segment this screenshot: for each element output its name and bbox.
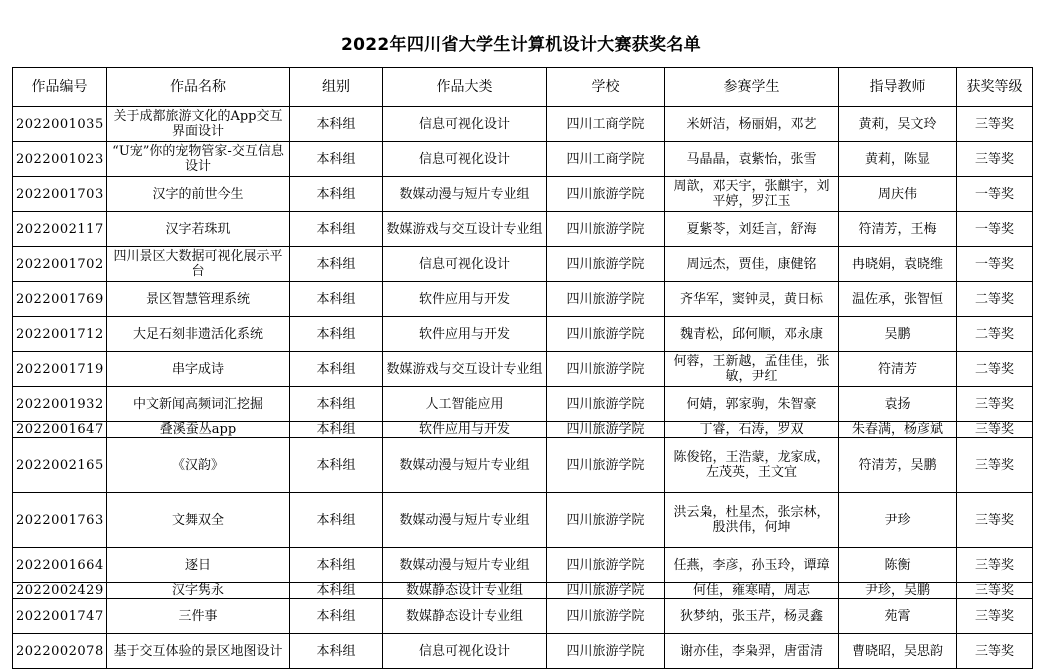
cell-school: 四川旅游学院 (547, 583, 665, 599)
table-row (13, 583, 1033, 599)
cell-category: 软件应用与开发 (383, 422, 547, 438)
cell-category: 数媒动漫与短片专业组 (383, 493, 547, 548)
cell-category: 数媒动漫与短片专业组 (383, 438, 547, 493)
table-row (13, 107, 1033, 142)
table-row (13, 282, 1033, 317)
cell-students: 马晶晶，袁紫怡，张雪 (665, 142, 839, 177)
cell-students: 夏紫苓，刘廷言，舒海 (665, 212, 839, 247)
cell-school: 四川旅游学院 (547, 422, 665, 438)
cell-teachers: 温佐承，张智恒 (839, 282, 957, 317)
cell-name: 文舞双全 (107, 493, 290, 548)
cell-name: 汉字若珠玑 (107, 212, 290, 247)
cell-award: 三等奖 (957, 142, 1033, 177)
table-row (13, 387, 1033, 422)
cell-group: 本科组 (290, 548, 383, 583)
cell-group: 本科组 (290, 107, 383, 142)
col-header-school: 学校 (547, 68, 665, 107)
cell-id: 2022001035 (13, 107, 107, 142)
cell-category: 数媒静态设计专业组 (383, 599, 547, 634)
cell-students: 魏青松，邱何顺，邓永康 (665, 317, 839, 352)
cell-award: 三等奖 (957, 438, 1033, 493)
cell-name: 基于交互体验的景区地图设计 (107, 634, 290, 669)
cell-teachers: 尹珍，吴鹏 (839, 583, 957, 599)
cell-award: 三等奖 (957, 493, 1033, 548)
cell-award: 一等奖 (957, 177, 1033, 212)
cell-name: 汉字的前世今生 (107, 177, 290, 212)
cell-category: 数媒动漫与短片专业组 (383, 177, 547, 212)
table-row (13, 177, 1033, 212)
cell-group: 本科组 (290, 212, 383, 247)
cell-id: 2022001763 (13, 493, 107, 548)
table-row (13, 422, 1033, 438)
cell-teachers: 苑霄 (839, 599, 957, 634)
table-row (13, 352, 1033, 387)
cell-students: 周远杰，贾佳，康健铭 (665, 247, 839, 282)
cell-teachers: 周庆伟 (839, 177, 957, 212)
cell-category: 数媒游戏与交互设计专业组 (383, 352, 547, 387)
cell-group: 本科组 (290, 422, 383, 438)
cell-id: 2022001932 (13, 387, 107, 422)
cell-students: 何婧，郭家驹，朱智豪 (665, 387, 839, 422)
cell-school: 四川旅游学院 (547, 177, 665, 212)
cell-teachers: 朱春满，杨彦斌 (839, 422, 957, 438)
cell-category: 人工智能应用 (383, 387, 547, 422)
cell-students: 狄梦纳，张玉芹，杨灵鑫 (665, 599, 839, 634)
cell-teachers: 吴鹏 (839, 317, 957, 352)
cell-teachers: 曹晓昭，吴思韵 (839, 634, 957, 669)
cell-award: 三等奖 (957, 583, 1033, 599)
cell-id: 2022002165 (13, 438, 107, 493)
cell-school: 四川旅游学院 (547, 212, 665, 247)
cell-students: 齐华军，窦钟灵，黄日标 (665, 282, 839, 317)
cell-category: 软件应用与开发 (383, 282, 547, 317)
cell-id: 2022002429 (13, 583, 107, 599)
cell-group: 本科组 (290, 599, 383, 634)
cell-students: 丁睿，石涛，罗双 (665, 422, 839, 438)
cell-id: 2022001747 (13, 599, 107, 634)
cell-students: 任燕，李彦，孙玉玲，谭璋 (665, 548, 839, 583)
table-row (13, 142, 1033, 177)
page-title: 2022年四川省大学生计算机设计大赛获奖名单 (341, 35, 701, 55)
cell-name: 《汉韵》 (107, 438, 290, 493)
table-row (13, 247, 1033, 282)
cell-category: 软件应用与开发 (383, 317, 547, 352)
cell-group: 本科组 (290, 282, 383, 317)
cell-name: “U宠”你的宠物管家-交互信息设计 (107, 142, 290, 177)
cell-group: 本科组 (290, 247, 383, 282)
cell-teachers: 黄莉，陈显 (839, 142, 957, 177)
table-row (13, 438, 1033, 493)
cell-name: 关于成都旅游文化的App交互界面设计 (107, 107, 290, 142)
cell-award: 二等奖 (957, 282, 1033, 317)
col-header-teachers: 指导教师 (839, 68, 957, 107)
cell-category: 信息可视化设计 (383, 142, 547, 177)
col-header-students: 参赛学生 (665, 68, 839, 107)
cell-school: 四川旅游学院 (547, 634, 665, 669)
cell-award: 三等奖 (957, 107, 1033, 142)
cell-teachers: 尹珍 (839, 493, 957, 548)
table-row (13, 599, 1033, 634)
cell-group: 本科组 (290, 142, 383, 177)
cell-teachers: 袁扬 (839, 387, 957, 422)
col-header-award: 获奖等级 (957, 68, 1033, 107)
header-row (13, 68, 1033, 107)
cell-teachers: 黄莉，吴文玲 (839, 107, 957, 142)
cell-group: 本科组 (290, 634, 383, 669)
cell-award: 一等奖 (957, 212, 1033, 247)
cell-students: 陈俊铭，王浩蒙，龙家成，左茂英，王文宜 (665, 438, 839, 493)
cell-group: 本科组 (290, 387, 383, 422)
col-header-id: 作品编号 (13, 68, 107, 107)
cell-id: 2022002078 (13, 634, 107, 669)
cell-students: 谢亦佳，李枭羿，唐雷清 (665, 634, 839, 669)
cell-students: 周歆，邓天宇，张麒宇，刘平婷，罗江玉 (665, 177, 839, 212)
cell-school: 四川旅游学院 (547, 317, 665, 352)
cell-name: 中文新闻高频词汇挖掘 (107, 387, 290, 422)
cell-students: 何蓉，王新越，孟佳佳，张敏，尹红 (665, 352, 839, 387)
cell-category: 信息可视化设计 (383, 634, 547, 669)
cell-id: 2022001769 (13, 282, 107, 317)
cell-category: 数媒动漫与短片专业组 (383, 548, 547, 583)
cell-school: 四川工商学院 (547, 142, 665, 177)
cell-award: 二等奖 (957, 352, 1033, 387)
cell-group: 本科组 (290, 352, 383, 387)
cell-award: 三等奖 (957, 599, 1033, 634)
cell-school: 四川旅游学院 (547, 599, 665, 634)
cell-name: 叠溪蚕丛app (107, 422, 290, 438)
cell-school: 四川旅游学院 (547, 247, 665, 282)
cell-id: 2022001647 (13, 422, 107, 438)
cell-category: 数媒游戏与交互设计专业组 (383, 212, 547, 247)
cell-id: 2022001712 (13, 317, 107, 352)
cell-category: 信息可视化设计 (383, 247, 547, 282)
cell-school: 四川旅游学院 (547, 387, 665, 422)
cell-name: 串字成诗 (107, 352, 290, 387)
cell-teachers: 符清芳 (839, 352, 957, 387)
cell-award: 三等奖 (957, 422, 1033, 438)
cell-school: 四川工商学院 (547, 107, 665, 142)
cell-award: 三等奖 (957, 548, 1033, 583)
table-row (13, 493, 1033, 548)
cell-group: 本科组 (290, 177, 383, 212)
cell-name: 逐日 (107, 548, 290, 583)
cell-group: 本科组 (290, 317, 383, 352)
cell-id: 2022001702 (13, 247, 107, 282)
cell-category: 信息可视化设计 (383, 107, 547, 142)
cell-students: 洪云枭，杜星杰，张宗林，殷洪伟，何坤 (665, 493, 839, 548)
cell-name: 四川景区大数据可视化展示平台 (107, 247, 290, 282)
cell-teachers: 符清芳，王梅 (839, 212, 957, 247)
cell-category: 数媒静态设计专业组 (383, 583, 547, 599)
cell-name: 汉字隽永 (107, 583, 290, 599)
cell-students: 何佳，雍寒晴，周志 (665, 583, 839, 599)
cell-group: 本科组 (290, 493, 383, 548)
cell-school: 四川旅游学院 (547, 282, 665, 317)
cell-id: 2022002117 (13, 212, 107, 247)
cell-group: 本科组 (290, 438, 383, 493)
cell-id: 2022001023 (13, 142, 107, 177)
cell-school: 四川旅游学院 (547, 438, 665, 493)
cell-teachers: 陈衡 (839, 548, 957, 583)
awards-table (12, 67, 1033, 669)
cell-award: 三等奖 (957, 387, 1033, 422)
cell-school: 四川旅游学院 (547, 548, 665, 583)
cell-id: 2022001664 (13, 548, 107, 583)
cell-group: 本科组 (290, 583, 383, 599)
table-row (13, 548, 1033, 583)
cell-name: 景区智慧管理系统 (107, 282, 290, 317)
col-header-category: 作品大类 (383, 68, 547, 107)
cell-school: 四川旅游学院 (547, 352, 665, 387)
cell-teachers: 冉晓娟，袁晓维 (839, 247, 957, 282)
cell-award: 一等奖 (957, 247, 1033, 282)
col-header-group: 组别 (290, 68, 383, 107)
col-header-name: 作品名称 (107, 68, 290, 107)
cell-award: 二等奖 (957, 317, 1033, 352)
table-row (13, 634, 1033, 669)
cell-id: 2022001703 (13, 177, 107, 212)
cell-id: 2022001719 (13, 352, 107, 387)
cell-award: 三等奖 (957, 634, 1033, 669)
table-row (13, 317, 1033, 352)
table-row (13, 212, 1033, 247)
cell-teachers: 符清芳，吴鹏 (839, 438, 957, 493)
cell-name: 大足石刻非遗活化系统 (107, 317, 290, 352)
cell-name: 三件事 (107, 599, 290, 634)
cell-school: 四川旅游学院 (547, 493, 665, 548)
cell-students: 米妍洁，杨丽娟，邓艺 (665, 107, 839, 142)
